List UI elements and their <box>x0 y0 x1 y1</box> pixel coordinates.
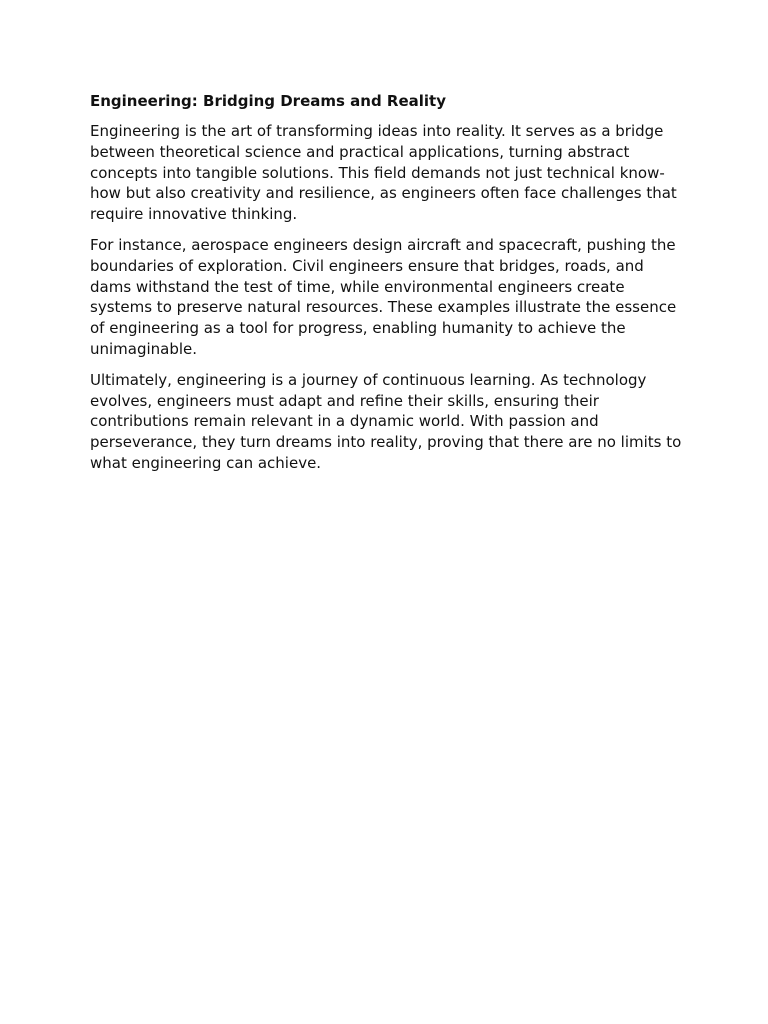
paragraph-conclusion: Ultimately, engineering is a journey of continuous learning. As technology evolves, engineers must adapt and refine their skills, ensuring their contributions remain relevant in a dynamic world. With passion and perseverance, they turn dreams into reality, proving that there are no limits to what engineering can achieve. <box>90 370 682 472</box>
document-title: Engineering: Bridging Dreams and Reality <box>90 92 446 110</box>
paragraph-intro: Engineering is the art of transforming ideas into reality. It serves as a bridge between theoretical science and practical applications, turning abstract concepts into tangible solutions. This field demands not just technical know-how but also creativity and resilience, as engineers often face challenges that require innovative thinking. <box>90 122 677 224</box>
document-page <box>90 90 682 484</box>
paragraph-examples: For instance, aerospace engineers design aircraft and spacecraft, pushing the boundaries of exploration. Civil engineers ensure that bridges, roads, and dams withstand the test of time, while environmental engineers create systems to preserve natural resources. These examples illustrate the essence of engineering as a tool for progress, enabling humanity to achieve the unimaginable. <box>90 235 677 358</box>
